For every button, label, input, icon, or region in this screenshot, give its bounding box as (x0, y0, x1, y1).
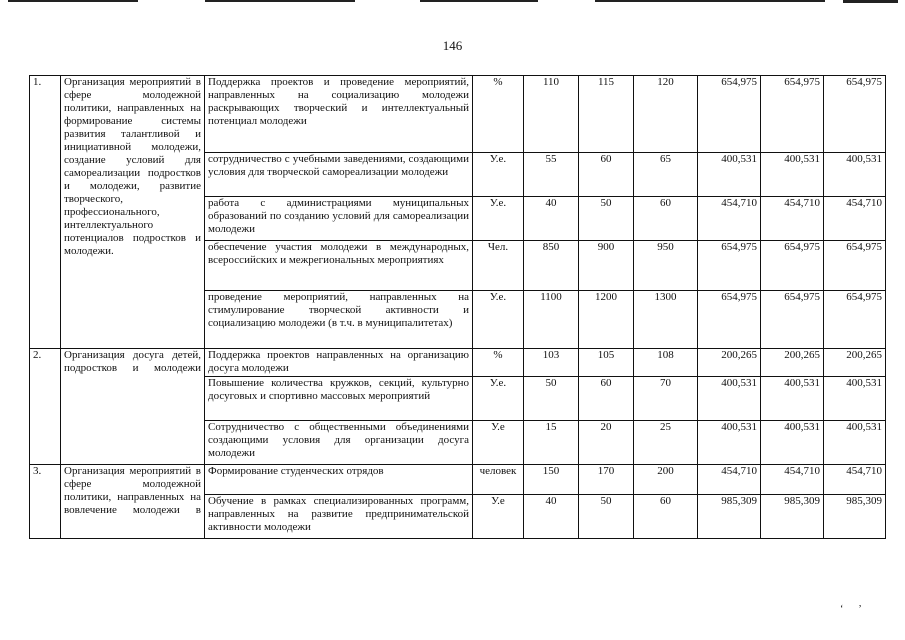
indicator-year1: 55 (524, 153, 579, 197)
header-rule-1 (8, 0, 138, 2)
indicator-year1: 15 (524, 421, 579, 465)
unit-cell: У.е. (473, 377, 524, 421)
funding-year3: 454,710 (824, 465, 886, 495)
indicator-year2: 50 (579, 495, 634, 539)
activity-cell: Сотрудничество с общественными объединениями создающими условия для организации досуга молодежи (205, 421, 473, 465)
indicator-year2: 105 (579, 349, 634, 377)
funding-year1: 654,975 (698, 291, 761, 349)
funding-year2: 200,265 (761, 349, 824, 377)
indicator-year3: 65 (634, 153, 698, 197)
funding-year3: 400,531 (824, 153, 886, 197)
section-number: 2. (30, 349, 61, 465)
unit-cell: У.е. (473, 153, 524, 197)
indicator-year2: 170 (579, 465, 634, 495)
funding-year2: 400,531 (761, 421, 824, 465)
unit-cell: человек (473, 465, 524, 495)
indicator-year3: 108 (634, 349, 698, 377)
activity-cell: работа с администрациями муниципальных образований по созданию условий для самореализации молодежи (205, 197, 473, 241)
indicator-year3: 200 (634, 465, 698, 495)
table-row (30, 76, 886, 153)
funding-year2: 654,975 (761, 241, 824, 291)
activity-cell: обеспечение участия молодежи в международных, всероссийских и межрегиональных мероприятиях (205, 241, 473, 291)
indicator-year3: 70 (634, 377, 698, 421)
funding-year1: 454,710 (698, 197, 761, 241)
funding-year3: 654,975 (824, 76, 886, 153)
funding-year1: 654,975 (698, 241, 761, 291)
table-row (30, 349, 886, 377)
section-goal: Организация мероприятий в сфере молодежной политики, направленных на формирование системы развития талантливой и инициативной молодежи, создание условий для самореализации подростков и молодежи, развитие творческого, профессионального, интеллектуального потенциалов подростков и молодежи. (61, 76, 205, 349)
indicator-year2: 50 (579, 197, 634, 241)
section-number: 3. (30, 465, 61, 539)
funding-year3: 454,710 (824, 197, 886, 241)
funding-year1: 400,531 (698, 153, 761, 197)
funding-year1: 654,975 (698, 76, 761, 153)
indicator-year2: 1200 (579, 291, 634, 349)
funding-year3: 654,975 (824, 241, 886, 291)
funding-year3: 400,531 (824, 377, 886, 421)
indicator-year2: 60 (579, 153, 634, 197)
indicator-year3: 25 (634, 421, 698, 465)
table-row (30, 465, 886, 495)
activity-cell: Повышение количества кружков, секций, культурно досуговых и спортивно массовых мероприятий (205, 377, 473, 421)
activity-cell: Поддержка проектов и проведение мероприятий, направленных на социализацию молодежи раскрывающих творческий и интеллектуальный потенциал молодежи (205, 76, 473, 153)
funding-year1: 200,265 (698, 349, 761, 377)
indicator-year1: 850 (524, 241, 579, 291)
header-rule-2 (205, 0, 355, 2)
indicator-year3: 60 (634, 197, 698, 241)
activity-cell: Обучение в рамках специализированных программ, направленных на развитие предпринимательской активности молодежи (205, 495, 473, 539)
indicator-year1: 1100 (524, 291, 579, 349)
funding-year3: 654,975 (824, 291, 886, 349)
funding-year2: 454,710 (761, 465, 824, 495)
indicator-year2: 115 (579, 76, 634, 153)
indicator-year2: 60 (579, 377, 634, 421)
indicator-year1: 150 (524, 465, 579, 495)
unit-cell: У.е. (473, 291, 524, 349)
page-number: 146 (442, 38, 463, 53)
funding-year1: 454,710 (698, 465, 761, 495)
funding-year3: 985,309 (824, 495, 886, 539)
unit-cell: У.е (473, 495, 524, 539)
header-rule-5 (843, 0, 898, 3)
indicator-year1: 50 (524, 377, 579, 421)
indicator-year2: 20 (579, 421, 634, 465)
indicator-year1: 40 (524, 495, 579, 539)
funding-year2: 985,309 (761, 495, 824, 539)
funding-year2: 654,975 (761, 76, 824, 153)
funding-year2: 400,531 (761, 153, 824, 197)
activity-cell: Поддержка проектов направленных на организацию досуга молодежи (205, 349, 473, 377)
unit-cell: % (473, 76, 524, 153)
activity-cell: проведение мероприятий, направленных на стимулирование творческой активности и социализацию молодежи (в т.ч. в муниципалитетах) (205, 291, 473, 349)
indicator-year3: 1300 (634, 291, 698, 349)
funding-year1: 400,531 (698, 421, 761, 465)
indicator-year3: 950 (634, 241, 698, 291)
section-goal: Организация досуга детей, подростков и молодежи (61, 349, 205, 465)
activity-cell: сотрудничество с учебными заведениями, создающими условия для творческой самореализации молодежи (205, 153, 473, 197)
indicator-year3: 120 (634, 76, 698, 153)
unit-cell: Чел. (473, 241, 524, 291)
funding-year3: 200,265 (824, 349, 886, 377)
funding-year1: 985,309 (698, 495, 761, 539)
section-number: 1. (30, 76, 61, 349)
indicator-year3: 60 (634, 495, 698, 539)
scan-marks: ‘ ’ (840, 604, 862, 615)
funding-year2: 454,710 (761, 197, 824, 241)
table-body (30, 76, 886, 539)
unit-cell: У.е (473, 421, 524, 465)
funding-year3: 400,531 (824, 421, 886, 465)
section-goal: Организация мероприятий в сфере молодежной политики, направленных на вовлечение молодежи в (61, 465, 205, 539)
funding-year1: 400,531 (698, 377, 761, 421)
header-rule-4 (595, 0, 825, 2)
unit-cell: У.е. (473, 197, 524, 241)
indicator-year1: 40 (524, 197, 579, 241)
program-table (29, 75, 886, 539)
activity-cell: Формирование студенческих отрядов (205, 465, 473, 495)
unit-cell: % (473, 349, 524, 377)
indicator-year1: 110 (524, 76, 579, 153)
indicator-year1: 103 (524, 349, 579, 377)
indicator-year2: 900 (579, 241, 634, 291)
funding-year2: 654,975 (761, 291, 824, 349)
funding-year2: 400,531 (761, 377, 824, 421)
header-rule-3 (420, 0, 538, 2)
